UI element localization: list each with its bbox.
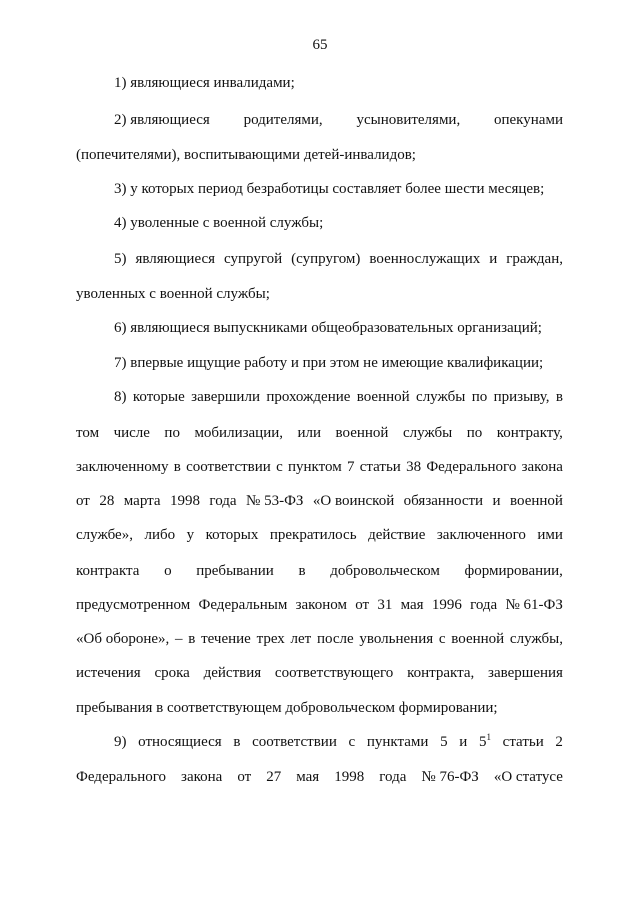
word: увольнения: [359, 631, 434, 647]
word: в: [173, 459, 181, 475]
word: от: [76, 493, 90, 509]
word: супругой: [224, 251, 283, 267]
word: с: [348, 734, 356, 750]
word: закона: [521, 459, 563, 475]
word: 8): [114, 389, 127, 405]
word: по: [471, 389, 488, 405]
page-number: 65: [312, 37, 328, 53]
word: и: [492, 493, 501, 509]
word: действие: [368, 527, 426, 543]
list-item-2-line-1: [114, 111, 563, 129]
word: 7: [346, 459, 355, 475]
list-item-3: 3) у которых период безработицы составляет более шести месяцев;: [114, 181, 545, 197]
word: от: [237, 769, 252, 785]
word: 1996: [431, 597, 462, 613]
word: № 76-ФЗ: [421, 769, 479, 785]
word: года: [379, 769, 407, 785]
list-item-5-line-2: уволенных с военной службы;: [76, 286, 270, 302]
word: статьи: [359, 459, 401, 475]
list-item-2-line-2: (попечителями), воспитывающими детей-инвалидов;: [76, 147, 416, 163]
word: 5: [440, 734, 448, 750]
word: года: [470, 597, 498, 613]
word: службе»,: [76, 527, 133, 543]
word: соответствии: [186, 459, 271, 475]
word: завершили: [191, 389, 260, 405]
word: контракта: [76, 563, 140, 579]
word: «О воинской: [312, 493, 395, 509]
list-item-7: 7) впервые ищущие работу и при этом не имеющие квалификации;: [114, 355, 544, 371]
list-item-8-line-6: [76, 562, 563, 580]
word: законом: [295, 597, 347, 613]
word: службы: [416, 389, 466, 405]
word: трех: [256, 631, 285, 647]
word: № 61-ФЗ: [505, 597, 563, 613]
word: 5): [114, 251, 127, 267]
word: заключенному: [76, 459, 169, 475]
word: заключенного: [436, 527, 526, 543]
word: о: [164, 563, 172, 579]
list-item-4: 4) уволенные с военной службы;: [114, 215, 324, 231]
word: военнослужащих: [369, 251, 481, 267]
list-item-6: 6) являющиеся выпускниками общеобразовательных организаций;: [114, 320, 542, 336]
word: 1998: [169, 493, 200, 509]
word: опекунами: [494, 112, 563, 128]
list-item-8-line-5: [76, 526, 563, 544]
word: марта: [123, 493, 161, 509]
word: Федерального: [426, 459, 517, 475]
word: 1998: [334, 769, 365, 785]
list-item-8-line-3: [76, 458, 563, 476]
word: по: [466, 425, 483, 441]
word: или: [297, 425, 322, 441]
word: являющиеся: [135, 251, 216, 267]
word: по: [164, 425, 180, 441]
word: усыновителями,: [356, 112, 461, 128]
list-item-5-line-1: [114, 250, 563, 268]
word: добровольческом: [330, 563, 440, 579]
word: «О статусе: [493, 769, 563, 785]
word: в: [298, 563, 306, 579]
list-item-8-line-1: [114, 388, 563, 406]
word: у: [186, 527, 195, 543]
word: пунктами: [366, 734, 429, 750]
word: закона: [181, 769, 223, 785]
word: ими: [537, 527, 563, 543]
word: в: [188, 631, 196, 647]
word: военной: [335, 425, 389, 441]
word: от: [355, 597, 370, 613]
word: «Об обороне»,: [76, 631, 170, 647]
word: прекратилось: [269, 527, 357, 543]
word: Федерального: [76, 769, 167, 785]
word: военной: [510, 493, 563, 509]
word: 5: [478, 734, 487, 750]
word: контракту,: [496, 425, 563, 441]
word: 2) являющиеся: [114, 112, 210, 128]
word: 38: [406, 459, 422, 475]
word: пунктом: [288, 459, 342, 475]
word: –: [175, 631, 183, 647]
word: граждан,: [506, 251, 563, 267]
word: года: [209, 493, 237, 509]
word: завершения: [488, 665, 563, 681]
list-item-9-line-2: [76, 768, 563, 786]
word: Федеральным: [198, 597, 288, 613]
word: мая: [400, 597, 424, 613]
word: в: [233, 734, 241, 750]
word: мая: [296, 769, 320, 785]
word: которые: [132, 389, 185, 405]
word: соответствующего: [274, 665, 394, 681]
list-item-8-line-7: [76, 596, 563, 614]
word: и: [489, 251, 498, 267]
word: пребывании: [196, 563, 274, 579]
word: лет: [290, 631, 312, 647]
word: прохождение: [266, 389, 351, 405]
word: 28: [99, 493, 115, 509]
superscript: 1: [486, 732, 491, 742]
word-with-superscript: [479, 733, 491, 751]
word: статьи: [502, 734, 544, 750]
word: истечения: [76, 665, 141, 681]
word: либо: [144, 527, 176, 543]
word: после: [316, 631, 354, 647]
word: 2: [555, 734, 563, 750]
word: которых: [205, 527, 259, 543]
word: относящиеся: [138, 734, 222, 750]
word: № 53-ФЗ: [246, 493, 304, 509]
list-item-8-line-8: [76, 630, 563, 648]
word: военной: [356, 389, 410, 405]
word: с: [276, 459, 283, 475]
word: действия: [203, 665, 262, 681]
list-item-8-line-2: [76, 424, 563, 442]
word: (супругом): [291, 251, 361, 267]
list-item-9-line-1: [114, 733, 563, 751]
list-item-8-line-10: пребывания в соответствующем добровольческом формировании;: [76, 700, 498, 716]
word: службы: [402, 425, 453, 441]
word: и: [459, 734, 468, 750]
word: 27: [266, 769, 282, 785]
word: срока: [154, 665, 190, 681]
word: обязанности: [403, 493, 484, 509]
word: том: [76, 425, 100, 441]
word: 9): [114, 734, 127, 750]
word: контракта,: [407, 665, 475, 681]
word: предусмотренном: [76, 597, 191, 613]
list-item-8-line-4: [76, 492, 563, 510]
word: службы,: [509, 631, 563, 647]
list-item-1: 1) являющиеся инвалидами;: [114, 75, 295, 91]
word: военной: [451, 631, 505, 647]
word: с: [438, 631, 446, 647]
word: родителями,: [243, 112, 323, 128]
word: призыву,: [493, 389, 550, 405]
word: формировании,: [464, 563, 563, 579]
word: мобилизации,: [194, 425, 284, 441]
word: 31: [377, 597, 393, 613]
word: течение: [201, 631, 251, 647]
list-item-8-line-9: [76, 664, 563, 682]
word: в: [555, 389, 563, 405]
word: соответствии: [252, 734, 337, 750]
word: числе: [113, 425, 150, 441]
